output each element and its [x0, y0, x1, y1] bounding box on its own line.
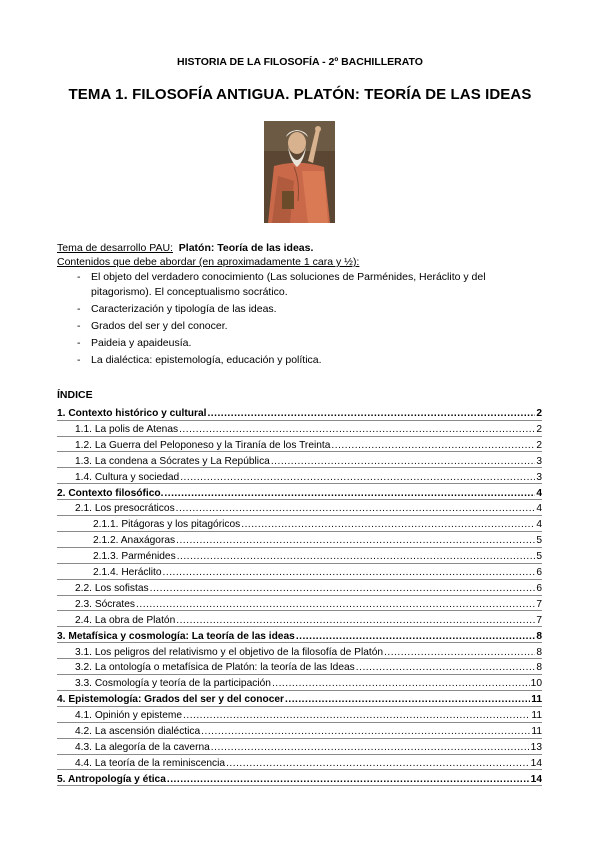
toc-entry-label: 4.3. La alegoría de la caverna [75, 741, 210, 753]
toc-entry-label: 3.3. Cosmología y teoría de la participación [75, 678, 271, 690]
toc-entry-label: 4.2. La ascensión dialéctica [75, 726, 201, 737]
toc-leader-dots [176, 503, 536, 515]
toc-page-number: 8 [536, 662, 542, 674]
toc-leader-dots [211, 742, 530, 754]
toc-entry[interactable] [57, 500, 542, 515]
toc-entry[interactable] [57, 755, 542, 770]
toc-entry[interactable] [57, 421, 542, 436]
toc-page-number: 8 [536, 630, 542, 642]
toc-entry-label: 3.2. La ontología o metafísica de Platón: la teoría de las Ideas [75, 662, 355, 674]
toc-leader-dots [271, 456, 536, 468]
toc-page-number: 2 [536, 408, 542, 419]
toc-entry[interactable] [57, 628, 542, 643]
toc-entry[interactable] [57, 771, 542, 786]
toc-entry[interactable] [57, 485, 542, 500]
toc-page-number: 3 [536, 471, 542, 483]
toc-entry-label: 2. Contexto filosófico. [57, 487, 164, 499]
toc-entry[interactable] [57, 437, 542, 452]
toc-entry[interactable] [57, 564, 542, 579]
toc-entry-label: 2.2. Los sofistas [75, 582, 149, 594]
toc-entry-label: 2.1.1. Pitágoras y los pitagóricos [93, 519, 241, 531]
toc-entry-label: 3. Metafísica y cosmología: La teoría de las ideas [57, 630, 295, 642]
toc-leader-dots [179, 424, 535, 436]
toc-entry[interactable] [57, 675, 542, 690]
toc-entry-label: 1.3. La condena a Sócrates y La República [75, 455, 270, 467]
toc-entry-label: 2.1. Los presocráticos [75, 503, 175, 515]
toc-entry[interactable] [57, 691, 542, 706]
toc-leader-dots [164, 488, 535, 500]
toc-page-number: 6 [536, 582, 542, 594]
toc-page-number: 8 [536, 646, 542, 658]
toc-leader-dots [201, 726, 530, 738]
toc-entry[interactable] [57, 532, 542, 547]
toc-entry[interactable] [57, 580, 542, 595]
toc-entry[interactable] [57, 659, 542, 674]
toc-leader-dots [136, 599, 535, 611]
toc-page-number: 7 [536, 598, 542, 610]
toc-leader-dots [272, 678, 530, 690]
toc-page-number: 14 [530, 773, 542, 785]
toc-leader-dots [356, 662, 536, 674]
toc-entry[interactable] [57, 644, 542, 659]
toc-entry[interactable] [57, 516, 542, 531]
topic-value: Platón: Teoría de las ideas. [178, 242, 314, 254]
contents-list [57, 270, 547, 370]
plato-portrait-icon [264, 121, 335, 223]
toc-entry-label: 2.1.3. Parménides [93, 551, 176, 563]
toc-entry-label: 3.1. Los peligros del relativismo y el objetivo de la filosofía de Platón [75, 646, 384, 658]
toc-leader-dots [163, 567, 536, 579]
toc-entry[interactable] [57, 612, 542, 627]
toc-entry[interactable] [57, 596, 542, 611]
list-item: - El objeto del verdadero conocimiento (Las soluciones de Parménides, Heráclito y del pitagorismo). El conceptualismo socrático. [77, 271, 486, 298]
toc-leader-dots [167, 774, 530, 786]
toc-leader-dots [285, 694, 530, 706]
toc-page-number: 6 [536, 567, 542, 578]
toc-entry-label: 1. Contexto histórico y cultural [57, 408, 207, 419]
toc-page-number: 11 [531, 694, 542, 706]
toc-entry[interactable] [57, 405, 542, 420]
toc-entry-label: 4.4. La teoría de la reminiscencia [75, 757, 226, 769]
toc-leader-dots [296, 631, 536, 643]
toc-entry-label: 4. Epistemología: Grados del ser y del conocer [57, 694, 285, 706]
toc-leader-dots [183, 710, 530, 722]
list-item: - Grados del ser y del conocer. [77, 319, 228, 332]
toc-entry[interactable] [57, 453, 542, 468]
page-title: TEMA 1. FILOSOFÍA ANTIGUA. PLATÓN: TEORÍA DE LAS IDEAS [68, 86, 532, 103]
toc-entry[interactable] [57, 548, 542, 563]
toc-page-number: 7 [536, 614, 542, 626]
list-item: - Caracterización y tipología de las ideas. [77, 302, 277, 315]
subject-header: HISTORIA DE LA FILOSOFÍA - 2º BACHILLERATO [177, 56, 423, 68]
topic-line [57, 242, 313, 254]
toc-entry-label: 4.1. Opinión y episteme [75, 710, 183, 722]
toc-entry[interactable] [57, 739, 542, 754]
toc-leader-dots [241, 519, 535, 531]
toc-leader-dots [176, 615, 535, 627]
toc-page-number: 13 [530, 741, 542, 753]
toc-page-number: 10 [530, 678, 542, 690]
list-item: - Paideia y apaideusía. [77, 336, 192, 349]
toc-entry-label: 2.1.2. Anaxágoras [93, 535, 176, 547]
toc-entry-label: 2.4. La obra de Platón [75, 614, 176, 626]
toc-entry-label: 5. Antropología y ética [57, 773, 166, 785]
toc-entry[interactable] [57, 469, 542, 484]
toc-page-number: 2 [536, 423, 542, 435]
toc-page-number: 14 [530, 757, 542, 769]
list-item: - La dialéctica: epistemología, educación y política. [77, 353, 322, 366]
toc-page-number: 3 [536, 455, 542, 467]
topic-label: Tema de desarrollo PAU: [57, 242, 173, 254]
toc-entry-label: 1.1. La polis de Atenas [75, 423, 179, 435]
toc-page-number: 4 [536, 519, 542, 531]
toc-entry-label: 2.1.4. Heráclito [93, 567, 162, 578]
toc-leader-dots [207, 408, 535, 420]
toc-page-number: 4 [536, 487, 542, 499]
toc-page-number: 5 [536, 535, 542, 547]
toc-leader-dots [176, 535, 535, 547]
toc-leader-dots [226, 758, 530, 770]
toc-page-number: 11 [531, 710, 542, 722]
toc-page-number: 5 [536, 551, 542, 563]
toc-leader-dots [180, 472, 535, 484]
toc-leader-dots [331, 440, 535, 452]
toc-leader-dots [150, 583, 536, 595]
toc-divider [57, 785, 542, 786]
toc-page-number: 2 [536, 439, 542, 451]
toc-page-number: 11 [531, 726, 542, 737]
index-heading: ÍNDICE [57, 389, 93, 401]
contents-label: Contenidos que debe abordar (en aproximadamente 1 cara y ½): [57, 256, 360, 268]
toc-entry-label: 1.2. La Guerra del Peloponeso y la Tiranía de los Treinta [75, 439, 331, 451]
toc-entry[interactable] [57, 707, 542, 722]
toc-leader-dots [384, 647, 535, 659]
toc-entry-label: 1.4. Cultura y sociedad [75, 471, 180, 483]
toc-entry[interactable] [57, 723, 542, 738]
toc-leader-dots [177, 551, 536, 563]
toc-entry-label: 2.3. Sócrates [75, 598, 136, 610]
toc-page-number: 4 [536, 503, 542, 515]
